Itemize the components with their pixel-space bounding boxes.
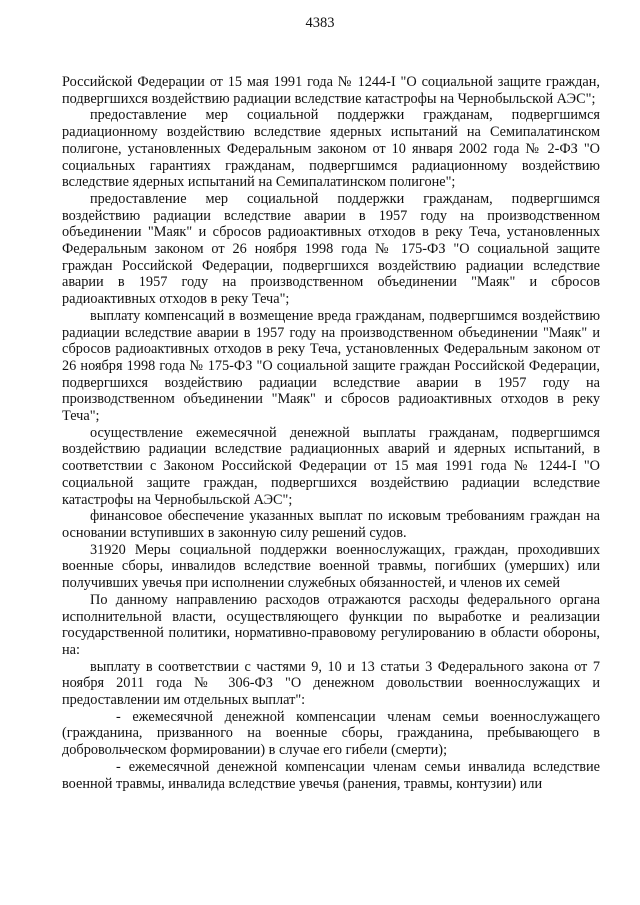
paragraph-chernobyl-law-continuation: Российской Федерации от 15 мая 1991 года № 1244-I "О социальной защите граждан, подвергшихся воздействию радиации вследствие катастрофы на Чернобыльской АЭС"; bbox=[62, 74, 600, 107]
list-item-family-compensation: - ежемесячной денежной компенсации членам семьи военнослужащего (гражданина, призванного на военные сборы, гражданина, пребывающего в добровольческом формировании) в случае его гибели (смерти); bbox=[62, 708, 600, 759]
list-item-invalid-family-compensation: - ежемесячной денежной компенсации членам семьи инвалида вследствие военной травмы, инвалида вследствие увечья (ранения, травмы, контузии) или bbox=[62, 758, 600, 792]
paragraph-law-306-fz: выплату в соответствии с частями 9, 10 и 13 статьи 3 Федерального закона от 7 ноября 2011 года № 306-ФЗ "О денежном довольствии военнослужащих и предоставлении им отдельных выплат": bbox=[62, 658, 600, 709]
paragraph-court-decisions: финансовое обеспечение указанных выплат по исковым требованиям граждан на основании вступивших в законную силу решений судов. bbox=[62, 508, 600, 541]
paragraph-semipalatinsk-support: предоставление мер социальной поддержки гражданам, подвергшимся радиационному воздействию вследствие ядерных испытаний на Семипалатинском полигоне, установленных Федеральным законом от 10 января 2002 года № 2-ФЗ "О социальных гарантиях гражданам, подвергшимся радиационному воздействию вследствие ядерных испытаний на Семипалатинском полигоне"; bbox=[62, 107, 600, 191]
paragraph-mayak-compensation: выплату компенсаций в возмещение вреда гражданам, подвергшимся воздействию радиации вследствие аварии в 1957 году на производственном объединении "Маяк" и сбросов радиоактивных отходов в реку Теча, установленных Федеральным законом от 26 ноября 1998 года № 175-ФЗ "О социальной защите граждан Российской Федерации, подвергшихся воздействию радиации вследствие аварии в 1957 году на производственном объединении "Маяк" и сбросов радиоактивных отходов в реку Теча"; bbox=[62, 307, 600, 425]
section-heading-31920: 31920 Меры социальной поддержки военнослужащих, граждан, проходивших военные сборы, инвалидов вследствие военной травмы, погибших (умерших) или получивших увечья при исполнении служебных обязанностей, и членов их семей bbox=[62, 541, 600, 592]
paragraph-monthly-payment: осуществление ежемесячной денежной выплаты гражданам, подвергшимся воздействию радиации вследствие радиационных аварий и ядерных испытаний, в соответствии с Законом Российской Федерации от 15 мая 1991 года № 1244-I "О социальной защите граждан, подвергшихся воздействию радиации вследствие катастрофы на Чернобыльской АЭС"; bbox=[62, 424, 600, 508]
document-body bbox=[62, 74, 600, 792]
page-number: 4383 bbox=[305, 15, 335, 31]
paragraph-defense-expenses: По данному направлению расходов отражаются расходы федерального органа исполнительной власти, осуществляющего функции по выработке и реализации государственной политики, нормативно-правовому регулированию в области обороны, на: bbox=[62, 591, 600, 658]
paragraph-mayak-support: предоставление мер социальной поддержки гражданам, подвергшимся воздействию радиации вследствие аварии в 1957 году на производственном объединении "Маяк" и сбросов радиоактивных отходов в реку Теча, установленных Федеральным законом от 26 ноября 1998 года № 175-ФЗ "О социальной защите граждан Российской Федерации, подвергшихся воздействию радиации вследствие аварии в 1957 году на производственном объединении "Маяк" и сбросов радиоактивных отходов в реку Теча"; bbox=[62, 190, 600, 308]
